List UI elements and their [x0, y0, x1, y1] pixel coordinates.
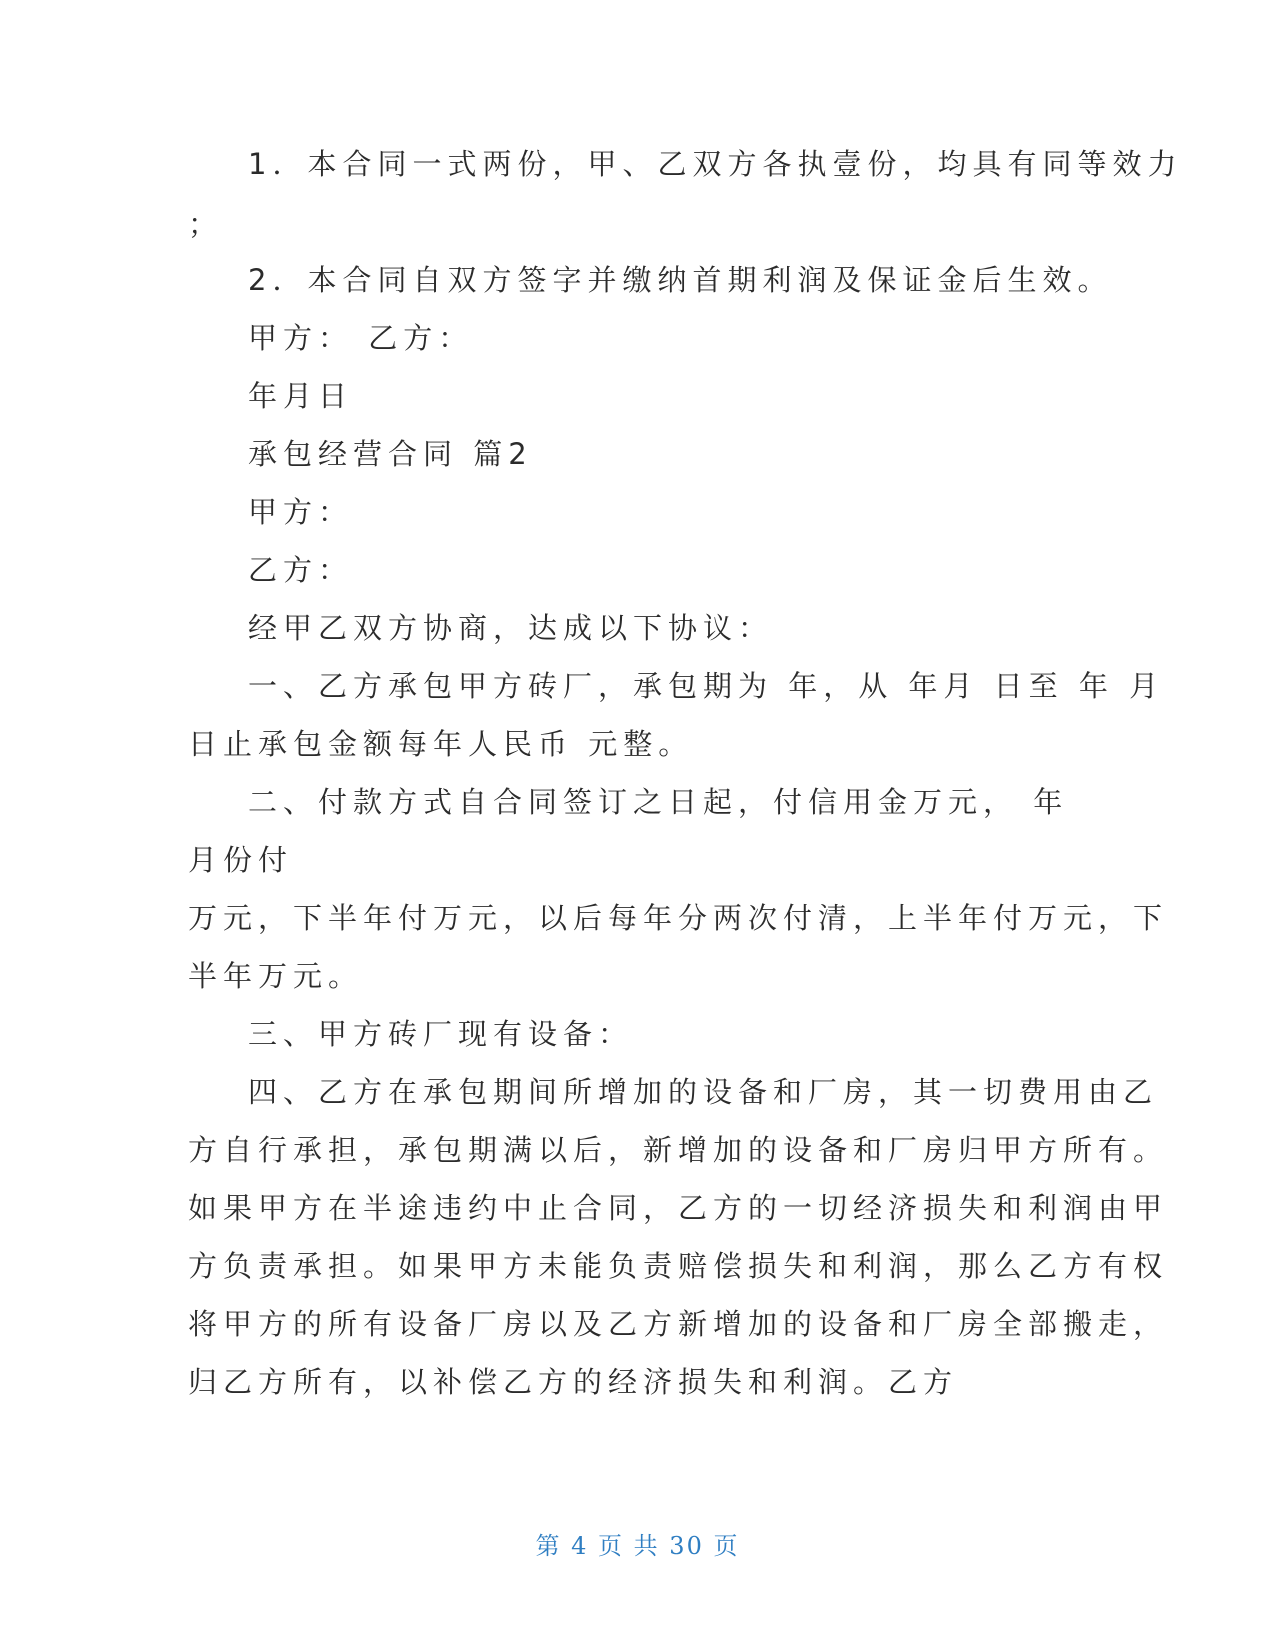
paragraph-line: 方负责承担。如果甲方未能负责赔偿损失和利润，那么乙方有权: [188, 1249, 1169, 1283]
signature-line: 甲方： 乙方：: [248, 321, 474, 355]
paragraph-line: 归乙方所有，以补偿乙方的经济损失和利润。乙方: [188, 1365, 959, 1399]
section-title: 承包经营合同 篇2: [248, 437, 533, 471]
paragraph-line: 方自行承担，承包期满以后，新增加的设备和厂房归甲方所有。: [188, 1133, 1169, 1167]
paragraph-line: 经甲乙双方协商，达成以下协议：: [248, 611, 774, 645]
paragraph-line: 一、乙方承包甲方砖厂，承包期为 年，从 年月 日至 年 月: [248, 669, 1165, 703]
paragraph-line: 三、甲方砖厂现有设备：: [248, 1017, 634, 1051]
paragraph-line: 四、乙方在承包期间所增加的设备和厂房，其一切费用由乙: [248, 1075, 1159, 1109]
paragraph-line: 将甲方的所有设备厂房以及乙方新增加的设备和厂房全部搬走，: [188, 1307, 1169, 1341]
paragraph-line: 如果甲方在半途违约中止合同，乙方的一切经济损失和利润由甲: [188, 1191, 1169, 1225]
date-line: 年月日: [248, 379, 354, 413]
paragraph-line: 2．本合同自双方签字并缴纳首期利润及保证金后生效。: [248, 263, 1113, 297]
paragraph-line: 万元，下半年付万元，以后每年分两次付清，上半年付万元，下: [188, 901, 1169, 935]
paragraph-line: 月份付: [188, 843, 294, 877]
party-a-line: 甲方：: [248, 495, 354, 529]
page-number-footer: 第 4 页 共 30 页: [535, 1532, 740, 1560]
paragraph-line: ；: [188, 207, 224, 241]
paragraph-line: 半年万元。: [188, 959, 364, 993]
paragraph-line: 二、付款方式自合同签订之日起，付信用金万元， 年: [248, 785, 1069, 819]
party-b-line: 乙方：: [248, 553, 354, 587]
paragraph-line: 日止承包金额每年人民币 元整。: [188, 727, 694, 761]
paragraph-line: 1．本合同一式两份，甲、乙双方各执壹份，均具有同等效力: [248, 147, 1183, 181]
